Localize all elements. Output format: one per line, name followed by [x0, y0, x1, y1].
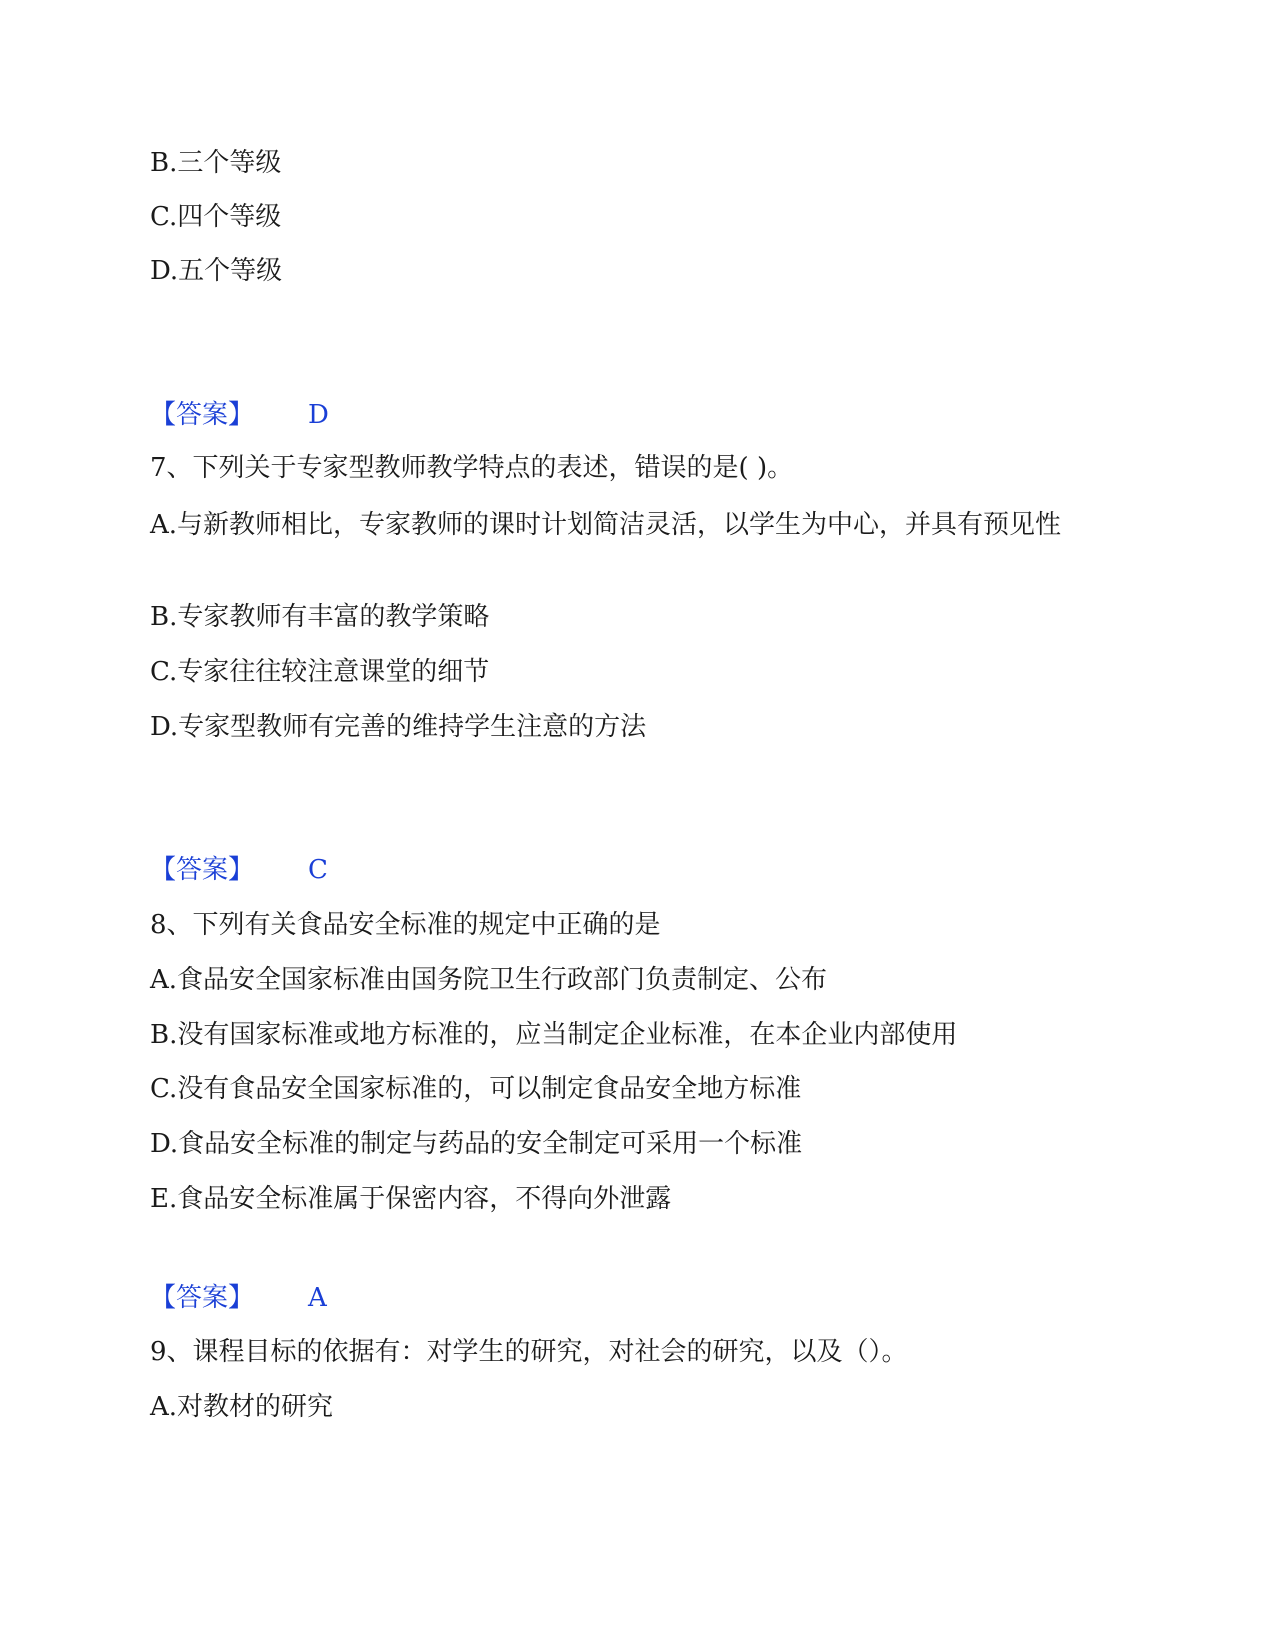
q7-stem: 7、下列关于专家型教师教学特点的表述，错误的是( )。 — [150, 453, 794, 483]
q7-answer-row — [150, 850, 328, 890]
q6-option-c: C.四个等级 — [150, 202, 282, 232]
q8-option-b: B.没有国家标准或地方标准的，应当制定企业标准，在本企业内部使用 — [150, 1020, 958, 1050]
answer-label: 【答案】 — [150, 855, 255, 885]
q8-option-e: E.食品安全标准属于保密内容，不得向外泄露 — [150, 1184, 672, 1214]
q9-stem: 9、课程目标的依据有：对学生的研究，对社会的研究，以及（）。 — [150, 1337, 908, 1367]
q6-option-d: D.五个等级 — [150, 256, 283, 286]
answer-value: D — [308, 400, 329, 430]
q8-option-a: A.食品安全国家标准由国务院卫生行政部门负责制定、公布 — [150, 965, 828, 995]
q6-option-b: B.三个等级 — [150, 148, 282, 178]
answer-value: A — [308, 1283, 327, 1313]
q6-answer-row — [150, 395, 329, 435]
q7-option-c: C.专家往往较注意课堂的细节 — [150, 657, 490, 687]
q8-answer-row — [150, 1278, 327, 1318]
q8-option-c: C.没有食品安全国家标准的，可以制定食品安全地方标准 — [150, 1074, 802, 1104]
answer-value: C — [308, 855, 328, 885]
q8-stem: 8、下列有关食品安全标准的规定中正确的是 — [150, 910, 661, 940]
q9-option-a: A.对教材的研究 — [150, 1392, 334, 1422]
q7-option-d: D.专家型教师有完善的维持学生注意的方法 — [150, 712, 647, 742]
answer-label: 【答案】 — [150, 1283, 255, 1313]
q7-option-a: A.与新教师相比，专家教师的课时计划简洁灵活，以学生为中心，并具有预见性 — [150, 510, 1062, 540]
answer-label: 【答案】 — [150, 400, 255, 430]
q7-option-b: B.专家教师有丰富的教学策略 — [150, 602, 490, 632]
q8-option-d: D.食品安全标准的制定与药品的安全制定可采用一个标准 — [150, 1129, 803, 1159]
